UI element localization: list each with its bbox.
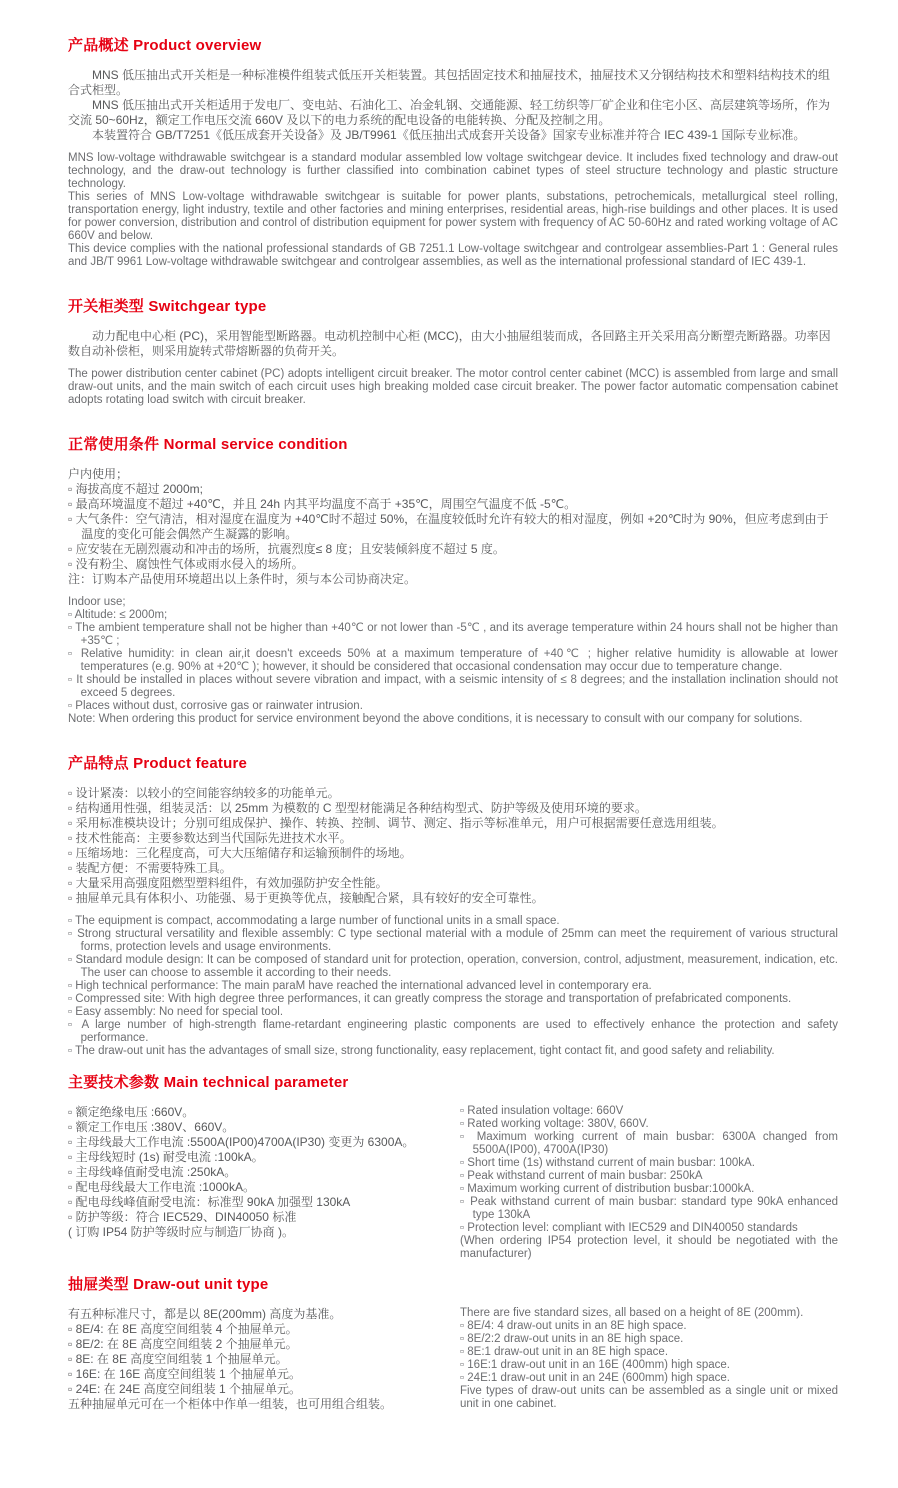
drawout-type-cn-bullet-5: ▫ 24E: 在 24E 高度空间组装 1 个抽屉单元。 (68, 1382, 301, 1396)
main-parameter-en-item-7: ▫ Peak withstand current of main busbar: standard type 90kA enhanced type 130kA (460, 1196, 838, 1221)
overview-en-paragraph-2: This series of MNS Low-voltage withdrawable switchgear is suitable for power plants, substations, petrochemicals, metallurgical steel rolling, transportation energy, light industry, textile and other factories and mining enterprises, residential areas, high-rise buildings and other places. It is used for power conversion, distribution and control of distribution equipment for power system with frequency of AC 50-60Hz and rated working voltage of AC 660V and below. (68, 191, 838, 242)
service-condition-cn-line-4: ▫ 大气条件：空气清洁，相对湿度在温度为 +40℃时不超过 50%，在温度较低时允许有较大的相对湿度，例如 +20℃时为 90%，但应考虑到由于温度的变化可能会偶然产生凝露的影响。 (68, 512, 829, 541)
drawout-type-cn-bullet-2: ▫ 8E/2: 在 8E 高度空间组装 2 个抽屉单元。 (68, 1337, 298, 1351)
product-feature-en-bullet-8: ▫ The draw-out unit has the advantages of small size, strong functionality, easy replacement, tight contact fit, and good safety and reliability. (68, 1045, 775, 1057)
overview-en-paragraph-3: This device complies with the national professional standards of GB 7251.1 Low-voltage switchgear and controlgear assemblies-Part 1 : General rules and JB/T 9961 Low-voltage withdrawable switchgear and controlgear assemblies, as well as the international professional standard of IEC 439-1. (68, 243, 838, 268)
product-feature-cn-bullet-8: ▫ 抽屉单元具有体积小、功能强、易于更换等优点，接触配合紧，具有较好的安全可靠性。 (68, 891, 544, 905)
main-parameter-cn-item-8: ▫ 防护等级：符合 IEC529、DIN40050 标准 (68, 1210, 297, 1224)
service-condition-cn-line-3: ▫ 最高环境温度不超过 +40℃，并且 24h 内其平均温度不高于 +35℃，周围空气温度不低 -5℃。 (68, 497, 577, 511)
service-condition-en-line-1: Indoor use; (68, 596, 126, 608)
main-parameter-cn-item-1: ▫ 额定绝缘电压 :660V。 (68, 1105, 195, 1119)
service-condition-en-line-3: ▫ The ambient temperature shall not be higher than +40℃ or not lower than -5℃ , and its average temperature within 24 hours shall not be higher than +35℃ ; (68, 622, 838, 647)
overview-cn-block (68, 68, 838, 143)
section-product-overview (68, 34, 838, 269)
drawout-type-title: 抽屉类型 Draw-out unit type (68, 1276, 269, 1293)
section-main-parameter (68, 1071, 838, 1261)
main-parameter-cn-item-7: ▫ 配电母线峰值耐受电流：标准型 90kA 加强型 130kA (68, 1195, 351, 1209)
main-parameter-cn-note: ( 订购 IP54 防护等级时应与制造厂协商 )。 (68, 1225, 295, 1239)
main-parameter-cn-column (68, 1105, 436, 1261)
drawout-type-en-bullet-5: ▫ 24E:1 draw-out unit in an 24E (600mm) high space. (460, 1372, 731, 1384)
product-feature-title: 产品特点 Product feature (68, 755, 248, 772)
product-feature-en-block (68, 915, 838, 1058)
main-parameter-en-item-5: ▫ Peak withstand current of main busbar: 250kA (460, 1170, 703, 1182)
product-feature-en-bullet-2: ▫ Strong structural versatility and flexible assembly: C type sectional material with a module of 25mm can meet the requirement of various structural forms, protection levels and usage environments. (68, 928, 838, 953)
service-condition-cn-line-5: ▫ 应安装在无剧烈震动和冲击的场所，抗震烈度≤ 8 度；且安装倾斜度不超过 5 度。 (68, 542, 505, 556)
service-condition-en-line-6: ▫ Places without dust, corrosive gas or rainwater intrusion. (68, 700, 363, 712)
drawout-type-cn-bullet-4: ▫ 16E: 在 16E 高度空间组装 1 个抽屉单元。 (68, 1367, 301, 1381)
product-overview-title: 产品概述 Product overview (68, 37, 262, 54)
main-parameter-cn-item-2: ▫ 额定工作电压 :380V、660V。 (68, 1120, 235, 1134)
switchgear-type-cn-paragraph: 动力配电中心柜 (PC)，采用智能型断路器。电动机控制中心柜 (MCC)，由大小抽屉组装而成，各回路主开关采用高分断塑壳断路器。功率因数自动补偿柜，则采用旋转式带熔断器的负荷开关。 (68, 329, 831, 358)
overview-cn-paragraph-3: 本装置符合 GB/T7251《低压成套开关设备》及 JB/T9961《低压抽出式成套开关设备》国家专业标准并符合 IEC 439-1 国际专业标准。 (92, 128, 806, 142)
service-condition-cn-line-1: 户内使用； (68, 467, 129, 481)
main-parameter-columns (68, 1105, 838, 1261)
drawout-type-en-outro: Five types of draw-out units can be assembled as a single unit or mixed unit in one cabinet. (460, 1385, 838, 1410)
overview-en-block (68, 152, 838, 269)
main-parameter-title: 主要技术参数 Main technical parameter (68, 1074, 349, 1091)
main-parameter-en-item-8: ▫ Protection level: compliant with IEC529 and DIN40050 standards (460, 1222, 798, 1234)
service-condition-en-line-7: Note: When ordering this product for service environment beyond the above conditions, it is necessary to consult with our company for solutions. (68, 713, 803, 725)
product-feature-en-bullet-5: ▫ Compressed site: With high degree three performances, it can greatly compress the storage and transportation of prefabricated components. (68, 993, 792, 1005)
drawout-type-en-column (460, 1307, 838, 1412)
drawout-type-en-intro: There are five standard sizes, all based on a height of 8E (200mm). (460, 1307, 804, 1319)
product-feature-cn-block (68, 786, 838, 906)
product-feature-cn-bullet-1: ▫ 设计紧凑：以较小的空间能容纳较多的功能单元。 (68, 786, 340, 800)
service-condition-en-block (68, 596, 838, 726)
service-condition-en-line-4: ▫ Relative humidity: in clean air,it doesn't exceeds 50% at a maximum temperature of +40℃ ; higher relative humidity is allowable at lower temperatures (e.g. 90% at +20℃ ); however, it should be considered that occasional condensation may occur due to temperature change. (68, 648, 838, 673)
service-condition-en-line-2: ▫ Altitude: ≤ 2000m; (68, 609, 168, 621)
switchgear-type-en-block (68, 368, 838, 407)
product-feature-en-bullet-7: ▫ A large number of high-strength flame-retardant engineering plastic components are used to effectively enhance the protection and safety performance. (68, 1019, 838, 1044)
drawout-type-en-bullet-3: ▫ 8E:1 draw-out unit in an 8E high space. (460, 1346, 669, 1358)
drawout-type-cn-intro: 有五种标准尺寸，都是以 8E(200mm) 高度为基准。 (68, 1307, 342, 1321)
main-parameter-cn-item-6: ▫ 配电母线最大工作电流 :1000kA。 (68, 1180, 255, 1194)
drawout-type-cn-bullet-1: ▫ 8E/4: 在 8E 高度空间组装 4 个抽屉单元。 (68, 1322, 298, 1336)
section-drawout-type (68, 1273, 838, 1412)
service-condition-cn-line-2: ▫ 海拔高度不超过 2000m; (68, 482, 203, 496)
drawout-type-en-bullet-1: ▫ 8E/4: 4 draw-out units in an 8E high space. (460, 1320, 687, 1332)
section-service-condition (68, 433, 838, 726)
product-feature-cn-bullet-5: ▫ 压缩场地：三化程度高，可大大压缩储存和运输预制件的场地。 (68, 846, 412, 860)
service-condition-cn-line-7: 注：订购本产品使用环境超出以上条件时，须与本公司协商决定。 (68, 572, 417, 586)
service-condition-cn-line-6: ▫ 没有粉尘、腐蚀性气体或雨水侵入的场所。 (68, 557, 304, 571)
product-feature-en-bullet-6: ▫ Easy assembly: No need for special tool. (68, 1006, 284, 1018)
main-parameter-en-note: (When ordering IP54 protection level, it should be negotiated with the manufacturer) (460, 1235, 838, 1260)
main-parameter-cn-item-4: ▫ 主母线短时 (1s) 耐受电流 :100kA。 (68, 1150, 264, 1164)
main-parameter-cn-item-3: ▫ 主母线最大工作电流 :5500A(IP00)4700A(IP30) 变更为 6300A。 (68, 1135, 415, 1149)
drawout-type-cn-bullet-3: ▫ 8E: 在 8E 高度空间组装 1 个抽屉单元。 (68, 1352, 288, 1366)
drawout-type-en-bullet-4: ▫ 16E:1 draw-out unit in an 16E (400mm) high space. (460, 1359, 731, 1371)
product-feature-cn-bullet-4: ▫ 技术性能高：主要参数达到当代国际先进技术水平。 (68, 831, 352, 845)
product-feature-en-bullet-1: ▫ The equipment is compact, accommodating a large number of functional units in a small space. (68, 915, 560, 927)
main-parameter-en-item-1: ▫ Rated insulation voltage: 660V (460, 1105, 624, 1117)
switchgear-type-title: 开关柜类型 Switchgear type (68, 298, 267, 315)
product-feature-cn-bullet-2: ▫ 结构通用性强，组装灵活：以 25mm 为模数的 C 型型材能满足各种结构型式、防护等级及使用环境的要求。 (68, 801, 647, 815)
service-condition-title: 正常使用条件 Normal service condition (68, 436, 348, 453)
product-feature-cn-bullet-3: ▫ 采用标准模块设计；分别可组成保护、操作、转换、控制、调节、测定、指示等标准单元，用户可根据需要任意选用组装。 (68, 816, 724, 830)
drawout-type-columns (68, 1307, 838, 1412)
section-product-feature (68, 752, 838, 1058)
main-parameter-en-item-2: ▫ Rated working voltage: 380V, 660V. (460, 1118, 649, 1130)
drawout-type-cn-outro: 五种抽屉单元可在一个柜体中作单一组装，也可用组合组装。 (68, 1397, 393, 1411)
main-parameter-en-item-4: ▫ Short time (1s) withstand current of main busbar: 100kA. (460, 1157, 755, 1169)
switchgear-type-cn-block (68, 329, 838, 359)
overview-cn-paragraph-2: MNS 低压抽出式开关柜适用于发电厂、变电站、石油化工、冶金轧钢、交通能源、轻工纺织等厂矿企业和住宅小区、高层建筑等场所，作为交流 50~60Hz，额定工作电压交流 660V 及以下的电力系统的配电设备的电能转换、分配及控制之用。 (68, 98, 831, 127)
main-parameter-en-item-3: ▫ Maximum working current of main busbar: 6300A changed from 5500A(IP00), 4700A(IP30) (460, 1131, 838, 1156)
overview-en-paragraph-1: MNS low-voltage withdrawable switchgear is a standard modular assembled low voltage switchgear device. It includes fixed technology and draw-out technology, and the draw-out technology is further classified into combination cabinet types of steel structure technology and plastic structure technology. (68, 152, 838, 190)
main-parameter-en-item-6: ▫ Maximum working current of distribution busbar:1000kA. (460, 1183, 755, 1195)
section-switchgear-type (68, 295, 838, 407)
product-feature-cn-bullet-7: ▫ 大量采用高强度阻燃型塑料组件，有效加强防护安全性能。 (68, 876, 388, 890)
main-parameter-cn-item-5: ▫ 主母线峰值耐受电流 :250kA。 (68, 1165, 237, 1179)
product-feature-cn-bullet-6: ▫ 装配方便：不需要特殊工具。 (68, 861, 232, 875)
product-feature-en-bullet-4: ▫ High technical performance: The main paraM have reached the international advanced level in contemporary era. (68, 980, 652, 992)
product-feature-en-bullet-3: ▫ Standard module design: It can be composed of standard unit for protection, operation, conversion, control, adjustment, measurement, indication, etc. The user can choose to assemble it according to their needs. (68, 954, 838, 979)
drawout-type-en-bullet-2: ▫ 8E/2:2 draw-out units in an 8E high space. (460, 1333, 684, 1345)
drawout-type-cn-column (68, 1307, 436, 1412)
service-condition-cn-block (68, 467, 838, 587)
service-condition-en-line-5: ▫ It should be installed in places without severe vibration and impact, with a seismic intensity of ≤ 8 degrees; and the installation inclination should not exceed 5 degrees. (68, 674, 838, 699)
overview-cn-paragraph-1: MNS 低压抽出式开关柜是一种标准模件组装式低压开关柜装置。其包括固定技术和抽屉技术，抽屉技术又分钢结构技术和塑料结构技术的组合式柜型。 (68, 68, 831, 97)
switchgear-type-en-paragraph: The power distribution center cabinet (PC) adopts intelligent circuit breaker. The motor control center cabinet (MCC) is assembled from large and small draw-out units, and the main switch of each circuit uses high breaking molded case circuit breaker. The power factor automatic compensation cabinet adopts rotating load switch with circuit breaker. (68, 368, 838, 406)
main-parameter-en-column (460, 1105, 838, 1261)
